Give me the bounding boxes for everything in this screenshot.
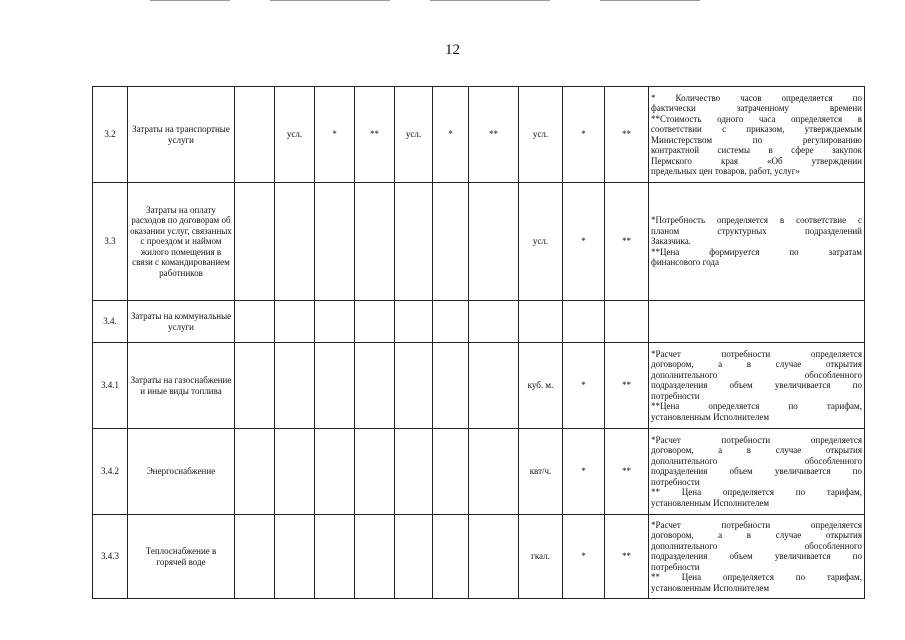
- value-cell: **: [605, 183, 649, 301]
- cost-item-name: Затраты на коммунальные услуги: [128, 301, 235, 343]
- value-cell: [433, 429, 469, 515]
- note-line: *Расчет потребности определяется: [651, 348, 862, 359]
- note-line: **Стоимость одного часа определяется в: [651, 113, 862, 124]
- unit-cell: [395, 343, 433, 429]
- value-cell: [433, 343, 469, 429]
- calculation-note: [649, 301, 865, 343]
- value-cell: [315, 515, 355, 599]
- cost-item-name: Затраты на газоснабжение и иные виды топлива: [128, 343, 235, 429]
- note-line: Заказчика.: [651, 236, 691, 247]
- unit-cell: куб. м.: [519, 343, 563, 429]
- table-row: [93, 343, 865, 429]
- value-cell: [433, 515, 469, 599]
- note-line: потребности: [651, 476, 700, 487]
- unit-cell: усл.: [395, 87, 433, 183]
- note-line: подразделения объем увеличивается по: [651, 551, 862, 562]
- note-line: договором, а в случае открытия: [651, 445, 862, 456]
- value-cell: **: [469, 87, 519, 183]
- value-cell: **: [605, 343, 649, 429]
- value-cell: [235, 183, 275, 301]
- unit-cell: [519, 301, 563, 343]
- calculation-note: [649, 343, 865, 429]
- unit-cell: усл.: [519, 87, 563, 183]
- unit-cell: [275, 429, 315, 515]
- value-cell: [235, 343, 275, 429]
- note-line: планом структурных подразделений: [651, 225, 862, 236]
- value-cell: [235, 87, 275, 183]
- note-line: договором, а в случае открытия: [651, 530, 862, 541]
- table-row: [93, 515, 865, 599]
- table-row: [93, 183, 865, 301]
- row-number: 3.4.2: [93, 429, 128, 515]
- scan-edge-rule: [150, 0, 230, 1]
- note-line: **Цена формируется по затратам: [651, 246, 862, 257]
- value-cell: [469, 343, 519, 429]
- note-line: Министерством по регулированию: [651, 134, 862, 145]
- note-line: соответствии с приказом, утверждаемым: [651, 124, 862, 134]
- unit-cell: [275, 301, 315, 343]
- note-line: ** Цена определяется по тарифам,: [651, 572, 862, 583]
- note-line: *Расчет потребности определяется: [651, 519, 862, 530]
- value-cell: [315, 301, 355, 343]
- value-cell: [315, 183, 355, 301]
- note-line: потребности: [651, 390, 700, 401]
- value-cell: [355, 183, 395, 301]
- value-cell: [355, 343, 395, 429]
- value-cell: *: [563, 515, 605, 599]
- note-line: потребности: [651, 561, 700, 572]
- value-cell: **: [605, 429, 649, 515]
- cost-norms-table: [92, 86, 865, 599]
- scan-edge-rule: [270, 0, 390, 1]
- note-line: **Цена определяется по тарифам,: [651, 401, 862, 412]
- cost-item-name: Энергоснабжение: [128, 429, 235, 515]
- value-cell: [355, 301, 395, 343]
- value-cell: *: [563, 183, 605, 301]
- unit-cell: [275, 343, 315, 429]
- row-number: 3.4.: [93, 301, 128, 343]
- note-line: *Потребность определяется в соответствие с: [651, 215, 862, 226]
- unit-cell: усл.: [519, 183, 563, 301]
- value-cell: [355, 429, 395, 515]
- value-cell: [315, 343, 355, 429]
- note-line: дополнительного обособленного: [651, 540, 862, 551]
- note-line: договором, а в случае открытия: [651, 359, 862, 370]
- note-line: подразделения объем увеличивается по: [651, 466, 862, 477]
- note-line: финансового года: [651, 257, 719, 268]
- note-line: фактически затраченному времени: [651, 103, 862, 113]
- scan-edge-rule: [600, 0, 700, 1]
- table-row: [93, 429, 865, 515]
- note-line: подразделения объем увеличивается по: [651, 380, 862, 391]
- value-cell: [563, 301, 605, 343]
- value-cell: **: [605, 515, 649, 599]
- note-line: * Количество часов определяется по: [651, 92, 862, 103]
- value-cell: [433, 183, 469, 301]
- unit-cell: [275, 515, 315, 599]
- value-cell: [235, 429, 275, 515]
- note-line: дополнительного обособленного: [651, 455, 862, 466]
- note-line: контрактной системы в сфере закупок: [651, 145, 862, 155]
- value-cell: **: [355, 87, 395, 183]
- table-row: [93, 87, 865, 183]
- note-line: установленным Исполнителем: [651, 582, 770, 593]
- row-number: 3.4.1: [93, 343, 128, 429]
- note-line: предельных цен товаров, работ, услуг»: [651, 166, 800, 176]
- note-line: дополнительного обособленного: [651, 369, 862, 380]
- unit-cell: [395, 515, 433, 599]
- unit-cell: [275, 183, 315, 301]
- note-line: Пермского края «Об утверждении: [651, 155, 862, 166]
- value-cell: *: [563, 87, 605, 183]
- value-cell: [235, 301, 275, 343]
- unit-cell: [395, 429, 433, 515]
- calculation-note: [649, 87, 865, 183]
- cost-item-name: Затраты на оплату расходов по договорам об оказании услуг, связанных с проездом и наймом жилого помещения в связи с командированием работников: [128, 183, 235, 301]
- unit-cell: усл.: [275, 87, 315, 183]
- scan-edge-rule: [430, 0, 550, 1]
- table-row: [93, 301, 865, 343]
- row-number: 3.2: [93, 87, 128, 183]
- value-cell: *: [315, 87, 355, 183]
- cost-item-name: Затраты на транспортные услуги: [128, 87, 235, 183]
- unit-cell: [395, 183, 433, 301]
- row-number: 3.4.3: [93, 515, 128, 599]
- value-cell: *: [563, 429, 605, 515]
- value-cell: [235, 515, 275, 599]
- calculation-note: [649, 429, 865, 515]
- value-cell: [469, 183, 519, 301]
- unit-cell: гкал.: [519, 515, 563, 599]
- value-cell: *: [563, 343, 605, 429]
- unit-cell: квт/ч.: [519, 429, 563, 515]
- value-cell: [469, 429, 519, 515]
- value-cell: [469, 515, 519, 599]
- value-cell: [469, 301, 519, 343]
- value-cell: **: [605, 87, 649, 183]
- value-cell: [433, 301, 469, 343]
- page-number: 12: [445, 42, 460, 58]
- unit-cell: [395, 301, 433, 343]
- note-line: *Расчет потребности определяется: [651, 434, 862, 445]
- calculation-note: [649, 515, 865, 599]
- row-number: 3.3: [93, 183, 128, 301]
- value-cell: [315, 429, 355, 515]
- value-cell: *: [433, 87, 469, 183]
- value-cell: [605, 301, 649, 343]
- note-line: ** Цена определяется по тарифам,: [651, 487, 862, 498]
- value-cell: [355, 515, 395, 599]
- calculation-note: [649, 183, 865, 301]
- note-line: установленным Исполнителем: [651, 411, 770, 422]
- cost-item-name: Теплоснабжение в горячей воде: [128, 515, 235, 599]
- note-line: установленным Исполнителем: [651, 497, 770, 508]
